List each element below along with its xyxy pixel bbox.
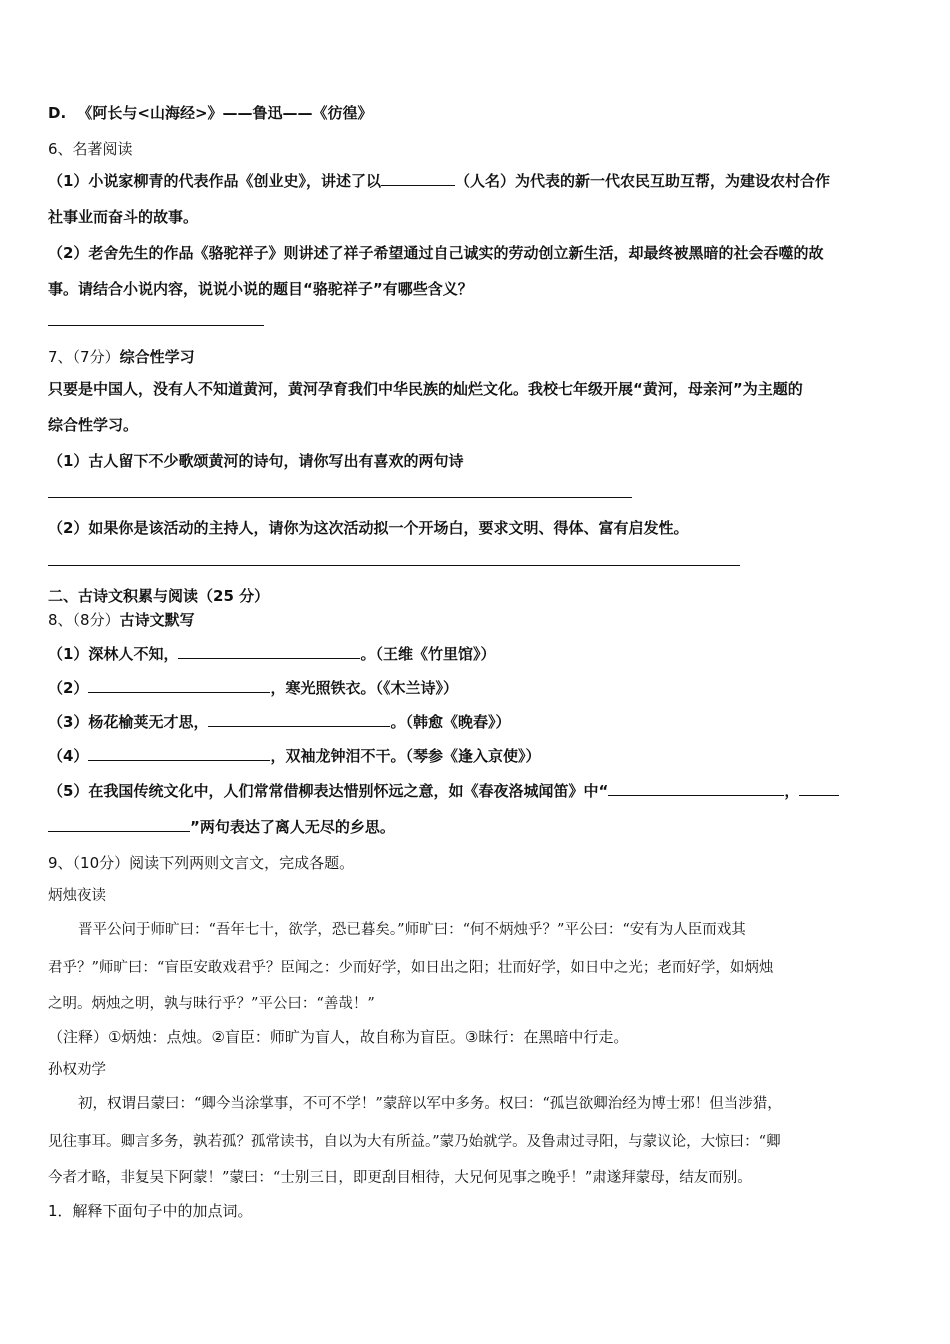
answer-blank[interactable]: [608, 780, 784, 796]
q6-p1-text-a: （1）小说家柳青的代表作品《创业史》，讲述了以: [48, 172, 381, 190]
q8-l1-text-b: 。（王维《竹里馆》）: [360, 645, 496, 663]
q8-l5-text-a: （5）在我国传统文化中，人们常常借柳表达惜别怀远之意，如《春夜洛城闻笛》中“: [48, 782, 609, 800]
section-2-title-text: 二、古诗文积累与阅读（25 分）: [48, 587, 270, 605]
answer-blank[interactable]: [178, 643, 360, 659]
answer-blank[interactable]: [208, 711, 390, 727]
q6-p1-text-b: （人名）为代表的新一代农民互助互帮，为建设农村合作: [454, 172, 830, 190]
q7-intro-line2: [48, 414, 906, 435]
q8-l3-text-a: （3）杨花榆荚无才思，: [48, 713, 209, 731]
q6-p1-line1: [48, 170, 906, 191]
q8-line3: [48, 711, 906, 732]
q8-line5-cont: [48, 816, 906, 837]
q8-l5-text-b: ，: [784, 782, 800, 800]
q9-title2-text: 孙权劝学: [48, 1062, 106, 1078]
q8-l3-text-b: 。（韩愈《晚春》）: [390, 713, 511, 731]
q7-p1-text: （1）古人留下不少歌颂黄河的诗句，请你写出有喜欢的两句诗: [48, 452, 464, 470]
q8-l2-text-a: （2）: [48, 679, 89, 697]
q9-t1-text-a: 晋平公问于师旷曰：“吾年七十，欲学，恐已暮矣。”师旷曰：“何不炳烛乎？”平公曰：“安有为人臣而戏其: [78, 922, 746, 938]
q8-heading-num: 8、（8分）: [48, 611, 120, 629]
q6-p2-line2: [48, 278, 906, 299]
answer-blank[interactable]: [88, 745, 270, 761]
q7-intro-line1: [48, 378, 906, 399]
q9-title2: [48, 1058, 906, 1079]
q8-heading: [48, 609, 906, 630]
q6-heading: [48, 138, 906, 159]
option-d-text: 《阿长与<山海经>》——鲁迅——《彷徨》: [77, 104, 373, 122]
q6-heading-text: 6、名著阅读: [48, 140, 133, 158]
answer-blank[interactable]: [48, 816, 190, 832]
q9-sub1: [48, 1200, 906, 1221]
q9-title1-text: 炳烛夜读: [48, 888, 106, 904]
q9-sub1-text: 1．解释下面句子中的加点词。: [48, 1202, 253, 1220]
q9-t1-text-b: 君乎？”师旷曰：“盲臣安敢戏君乎？臣闻之：少而好学，如日出之阳；壮而好学，如日中之光；老而好学，如炳烛: [48, 960, 774, 976]
q9-t1-line2: [48, 956, 906, 977]
q9-t2-line2: [48, 1130, 906, 1151]
q7-intro-text-b: 综合性学习。: [48, 416, 139, 434]
answer-line[interactable]: [48, 497, 632, 498]
answer-blank[interactable]: [88, 677, 270, 693]
q8-l1-text-a: （1）深林人不知，: [48, 645, 179, 663]
q6-p2-line1: [48, 242, 906, 263]
q9-title1: [48, 884, 906, 905]
q8-line5: [48, 780, 906, 801]
q8-l4-text-a: （4）: [48, 747, 89, 765]
q9-t1-text-c: 之明。炳烛之明，孰与昧行乎？”平公曰：“善哉！”: [48, 996, 375, 1012]
q9-t2-line1: [48, 1092, 906, 1113]
q9-t1-line1: [48, 918, 906, 939]
q8-line4: [48, 745, 906, 766]
answer-line[interactable]: [48, 565, 740, 566]
q8-line1: [48, 643, 906, 664]
q9-t2-line3: [48, 1166, 906, 1187]
section-2-title: [48, 585, 906, 606]
q9-t2-text-a: 初，权谓吕蒙曰：“卿今当涂掌事，不可不学！”蒙辞以军中多务。权曰：“孤岂欲卿治经为博士邪！但当涉猎，: [78, 1096, 782, 1112]
q9-note-text: （注释）①炳烛：点烛。②盲臣：师旷为盲人，故自称为盲臣。③昧行：在黑暗中行走。: [48, 1028, 629, 1046]
q9-heading: [48, 852, 906, 873]
q8-l5-text-c: ”两句表达了离人无尽的乡思。: [190, 818, 395, 836]
q9-t1-line3: [48, 992, 906, 1013]
q9-t2-text-c: 今者才略，非复吴下阿蒙！”蒙曰：“士别三日，即更刮目相待，大兄何见事之晚乎！”肃遂拜蒙母，结友而别。: [48, 1170, 752, 1186]
q6-p2-text-a: （2）老舍先生的作品《骆驼祥子》则讲述了祥子希望通过自己诚实的劳动创立新生活，却最终被黑暗的社会吞噬的故: [48, 244, 824, 262]
q8-heading-text: 古诗文默写: [119, 611, 195, 629]
option-d: [48, 102, 906, 123]
q9-heading-text: 9、（10分）阅读下列两则文言文，完成各题。: [48, 854, 355, 872]
q6-p2-text-b: 事。请结合小说内容，说说小说的题目“骆驼祥子”有哪些含义？: [48, 280, 473, 298]
q7-p2-text: （2）如果你是该活动的主持人，请你为这次活动拟一个开场白，要求文明、得体、富有启发性。: [48, 519, 689, 537]
q6-p1-text-c: 社事业而奋斗的故事。: [48, 208, 199, 226]
q8-line2: [48, 677, 906, 698]
option-d-letter: D.: [48, 104, 67, 122]
q8-l4-text-b: ，双袖龙钟泪不干。（琴参《逢入京使》）: [270, 747, 541, 765]
q7-heading: [48, 346, 906, 367]
answer-line[interactable]: [48, 325, 264, 326]
q7-heading-num: 7、（7分）: [48, 348, 120, 366]
answer-blank[interactable]: [799, 780, 839, 796]
q9-t2-text-b: 见往事耳。卿言多务，孰若孤？孤常读书，自以为大有所益。”蒙乃始就学。及鲁肃过寻阳，与蒙议论，大惊曰：“卿: [48, 1134, 781, 1150]
answer-blank[interactable]: [381, 170, 455, 186]
q7-intro-text-a: 只要是中国人，没有人不知道黄河，黄河孕育我们中华民族的灿烂文化。我校七年级开展“黄河，母亲河”为主题的: [48, 380, 803, 398]
q7-p2: [48, 517, 906, 538]
q9-note: [48, 1026, 906, 1047]
q7-heading-text: 综合性学习: [119, 348, 195, 366]
q6-p1-line2: [48, 206, 906, 227]
q8-l2-text-b: ，寒光照铁衣。（《木兰诗》）: [270, 679, 458, 697]
q7-p1: [48, 450, 906, 471]
